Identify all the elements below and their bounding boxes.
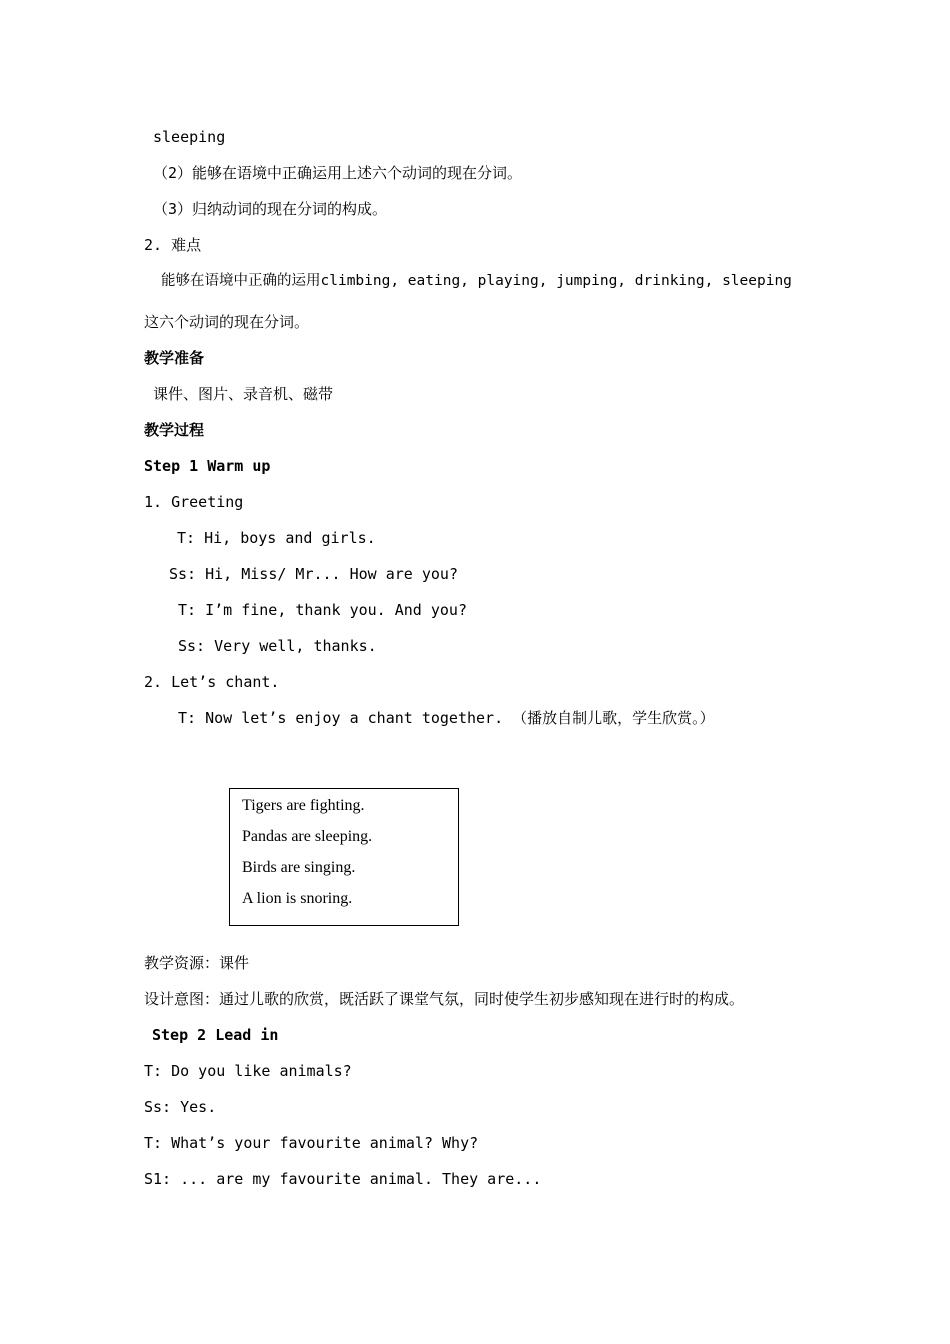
- design-intent: 设计意图：通过儿歌的欣赏，既活跃了课堂气氛，同时使学生初步感知现在进行时的构成。: [144, 990, 745, 1008]
- preparation-items: 课件、图片、录音机、磁带: [153, 385, 334, 403]
- chant-line: A lion is snoring.: [242, 890, 353, 907]
- dialogue-line: Ss: Very well, thanks.: [178, 637, 377, 655]
- chant-line: Pandas are sleeping.: [242, 828, 373, 845]
- chant-line: Birds are singing.: [242, 859, 356, 876]
- objective-item-2: （2）能够在语境中正确运用上述六个动词的现在分词。: [153, 164, 523, 182]
- difficulty-heading: 2. 难点: [144, 236, 202, 254]
- chant-line: Tigers are fighting.: [242, 797, 365, 814]
- dialogue-line: T: Do you like animals?: [144, 1062, 352, 1080]
- dialogue-line: S1: ... are my favourite animal. They are...: [144, 1170, 542, 1188]
- process-heading: 教学过程: [144, 421, 205, 439]
- dialogue-line: Ss: Yes.: [144, 1098, 217, 1116]
- preparation-heading: 教学准备: [144, 349, 205, 367]
- step1-heading: Step 1 Warm up: [144, 457, 271, 475]
- difficulty-text-line1: 能够在语境中正确的运用climbing, eating, playing, jumping, drinking, sleeping: [161, 273, 792, 289]
- difficulty-text-line2: 这六个动词的现在分词。: [144, 313, 310, 331]
- chant-intro: T: Now let’s enjoy a chant together. （播放自制儿歌，学生欣赏。）: [178, 709, 715, 727]
- dialogue-line: Ss: Hi, Miss/ Mr... How are you?: [169, 565, 458, 583]
- objective-word-tail: sleeping: [153, 128, 226, 146]
- chant-heading: 2. Let’s chant.: [144, 673, 280, 691]
- objective-item-3: （3）归纳动词的现在分词的构成。: [153, 200, 388, 218]
- greeting-heading: 1. Greeting: [144, 493, 244, 511]
- dialogue-line: T: What’s your favourite animal? Why?: [144, 1134, 479, 1152]
- dialogue-line: T: Hi, boys and girls.: [177, 529, 376, 547]
- teaching-resource: 教学资源：课件: [144, 954, 250, 972]
- dialogue-line: T: I’m fine, thank you. And you?: [178, 601, 467, 619]
- chant-box: [229, 788, 459, 926]
- step2-heading: Step 2 Lead in: [152, 1026, 279, 1044]
